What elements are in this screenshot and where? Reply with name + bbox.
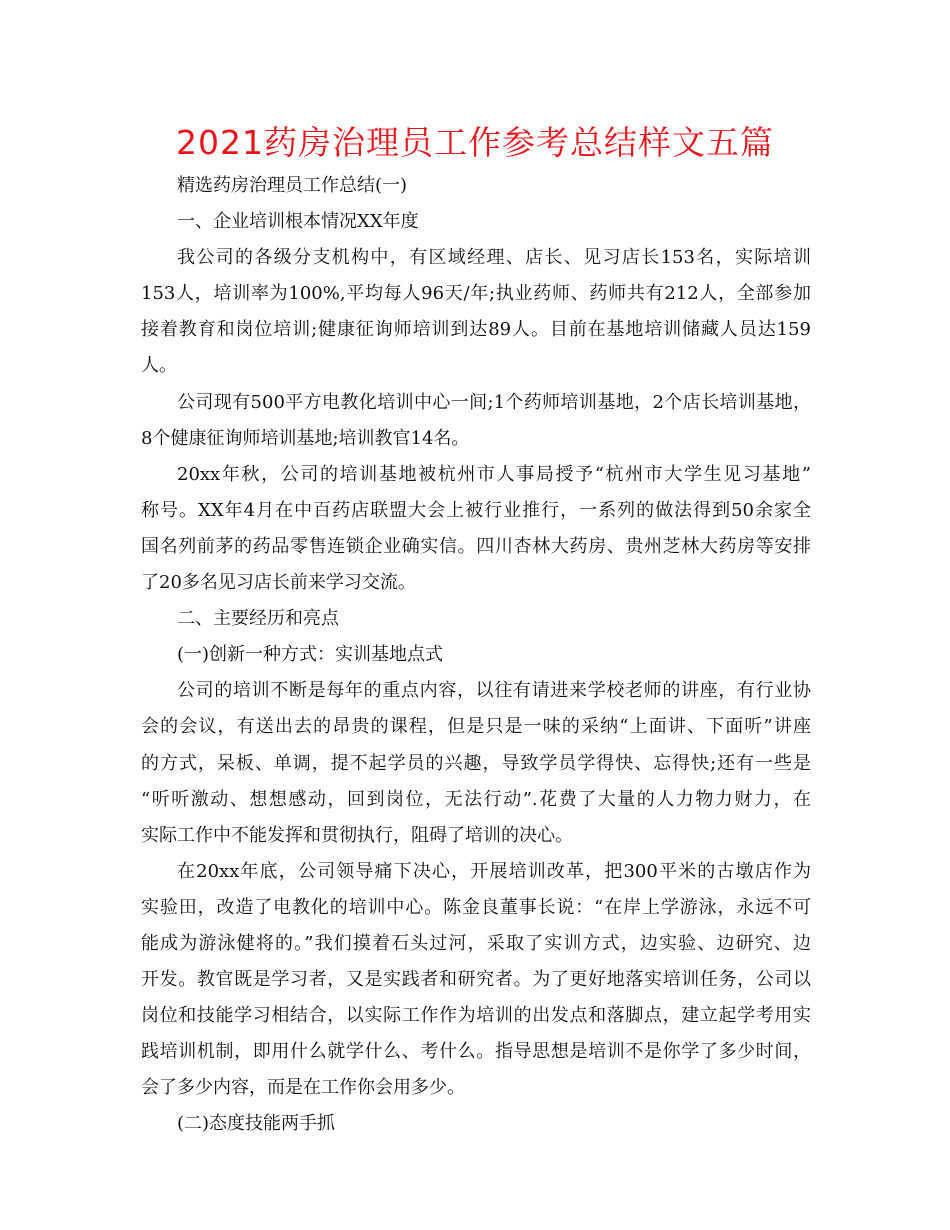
document-body — [141, 168, 811, 1143]
paragraph-line: 人。 — [141, 355, 177, 377]
section-heading: 二、主要经历和亮点 — [177, 608, 339, 630]
paragraph-line: 国名列前茅的药品零售连锁企业确实信。四川杏林大药房、贵州芝林大药房等安排 — [141, 535, 811, 557]
subsection-heading: (一)创新一种方式：实训基地点式 — [177, 644, 444, 666]
paragraph-line: 称号。XX年4月在中百药店联盟大会上被行业推行，一系列的做法得到50余家全 — [141, 499, 811, 521]
paragraph-line: 8个健康征询师培训基地;培训教官14名。 — [141, 427, 470, 449]
subsection-heading: (二)态度技能两手抓 — [177, 1113, 336, 1135]
paragraph-line: 实际工作中不能发挥和贯彻执行，阻碍了培训的决心。 — [141, 824, 573, 846]
paragraph-line: 践培训机制，即用什么就学什么、考什么。指导思想是培训不是你学了多少时间， — [141, 1041, 811, 1063]
paragraph-line: 会了多少内容，而是在工作你会用多少。 — [141, 1077, 465, 1099]
section-heading: 一、企业培训根本情况XX年度 — [177, 211, 419, 233]
paragraph-line: 岗位和技能学习相结合，以实际工作作为培训的出发点和落脚点，建立起学考用实 — [141, 1005, 811, 1027]
paragraph-line: 我公司的各级分支机构中，有区域经理、店长、见习店长153名，实际培训 — [177, 247, 811, 269]
paragraph-line: 实验田，改造了电教化的培训中心。陈金良董事长说：“在岸上学游泳，永远不可 — [141, 896, 811, 918]
paragraph-line: 能成为游泳健将的。”我们摸着石头过河，采取了实训方式，边实验、边研究、边 — [141, 932, 811, 954]
paragraph-line: 会的会议，有送出去的昂贵的课程，但是只是一味的采纳“上面讲、下面听”讲座 — [141, 716, 811, 738]
paragraph-line: 20xx年秋，公司的培训基地被杭州市人事局授予“杭州市大学生见习基地” — [177, 463, 811, 485]
paragraph-line: 开发。教官既是学习者，又是实践者和研究者。为了更好地落实培训任务，公司以 — [141, 969, 811, 991]
paragraph-line: 公司的培训不断是每年的重点内容，以往有请进来学校老师的讲座，有行业协 — [177, 680, 811, 702]
paragraph-line: 了20多名见习店长前来学习交流。 — [141, 572, 416, 594]
paragraph-line: 153人，培训率为100%,平均每人96天/年;执业药师、药师共有212人，全部参加 — [141, 283, 811, 305]
paragraph-line: “听听激动、想想感动，回到岗位，无法行动”.花费了大量的人力物力财力，在 — [141, 788, 811, 810]
paragraph-line: 的方式，呆板、单调，提不起学员的兴趣，导致学员学得快、忘得快;还有一些是 — [141, 752, 811, 774]
section-heading: 精选药房治理员工作总结(一) — [177, 175, 408, 196]
paragraph-line: 接着教育和岗位培训;健康征询师培训到达89人。目前在基地培训储藏人员达159 — [141, 319, 811, 341]
document-title: 2021药房治理员工作参考总结样文五篇 — [176, 123, 774, 162]
paragraph-line: 在20xx年底，公司领导痛下决心，开展培训改革，把300平米的古墩店作为 — [177, 860, 811, 882]
paragraph-line: 公司现有500平方电教化培训中心一间;1个药师培训基地，2个店长培训基地， — [177, 391, 811, 413]
